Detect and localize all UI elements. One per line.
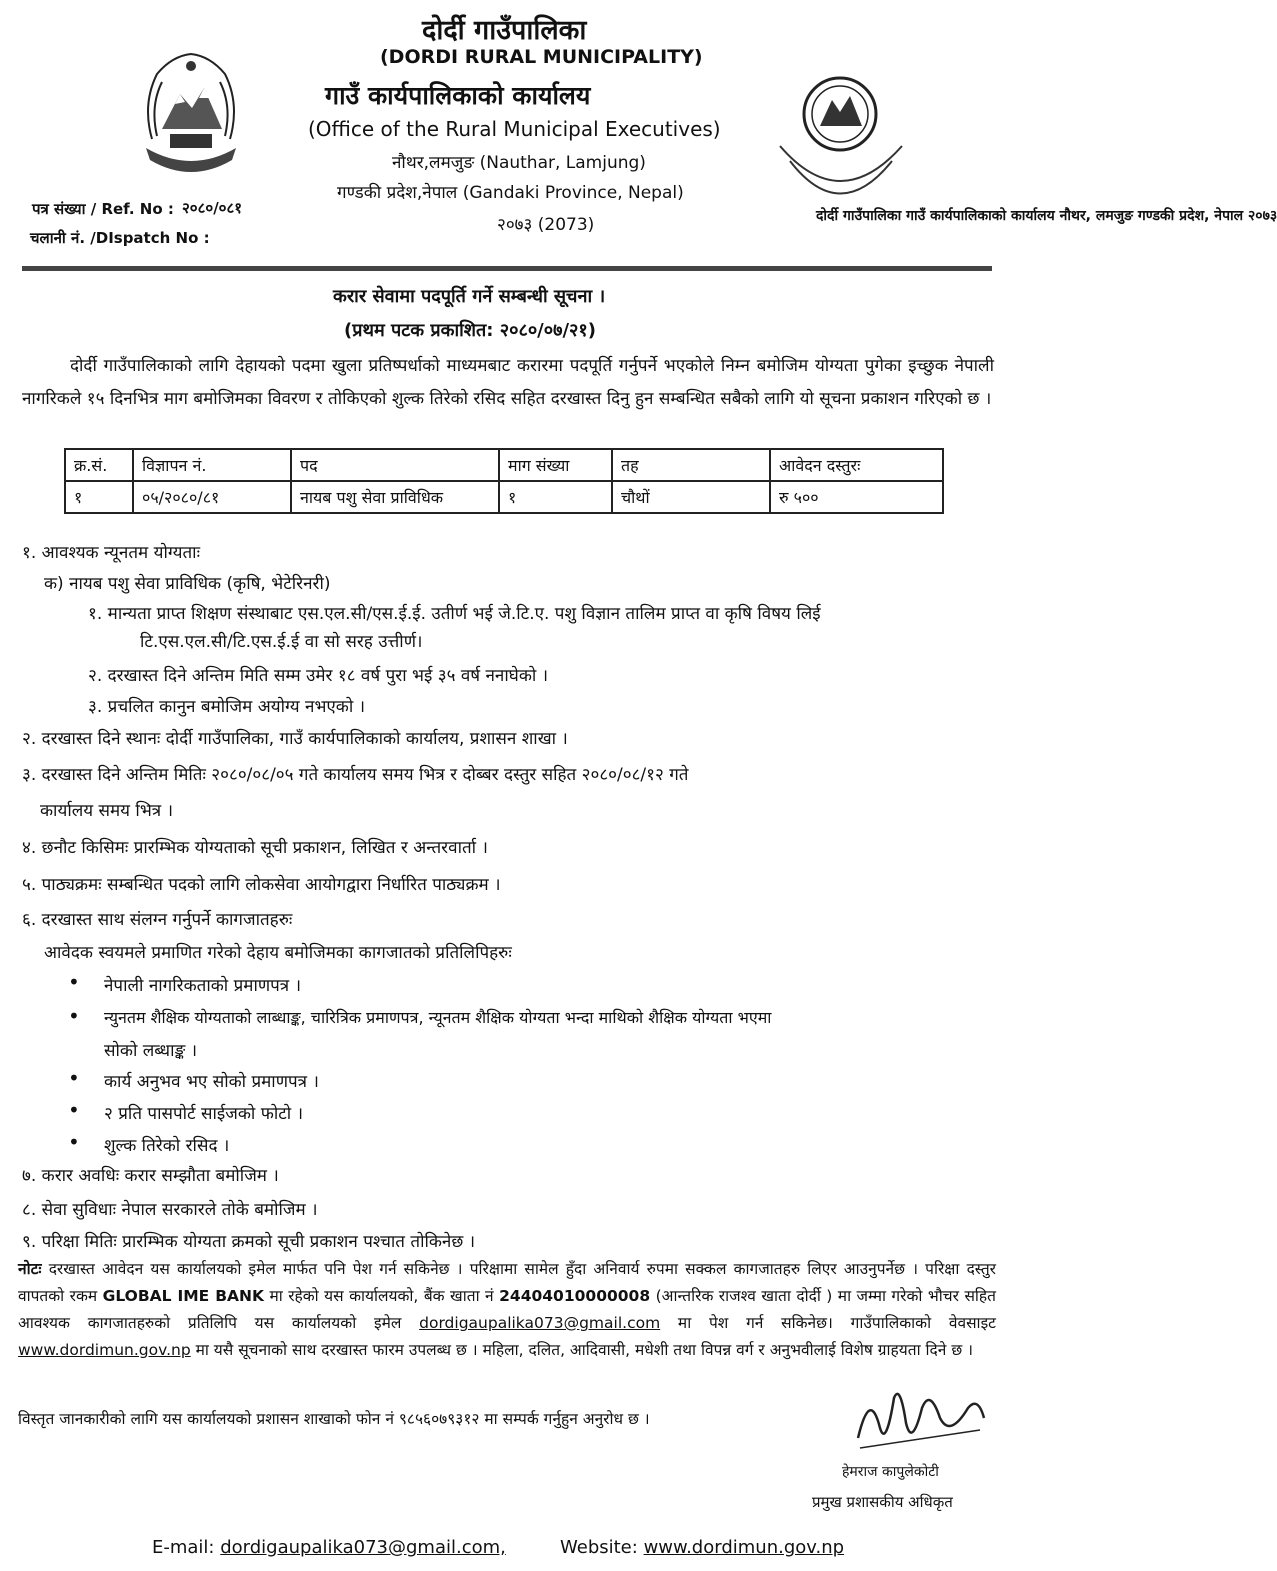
account-number: 24404010000008 [499,1287,651,1305]
qualification-3: ३. प्रचलित कानुन बमोजिम अयोग्य नभएको । [88,697,366,717]
notice-title: करार सेवामा पदपूर्ति गर्ने सम्बन्धी सूचना । [333,286,606,307]
footer-website-link[interactable]: www.dordimun.gov.np [643,1537,845,1558]
dispatch-number-label: चलानी नं. /DIspatch No : [30,229,210,247]
table-cell: चौथों [612,481,770,513]
qualification-1-line-2: टि.एस.एल.सी/टि.एस.ई.ई वा सो सरह उत्तीर्ण। [140,632,423,652]
section-9: ९. परिक्षा मितिः प्रारम्भिक योग्यता क्रमको सूची प्रकाशन पश्चात तोकिनेछ । [22,1232,476,1252]
office-name-np: गाउँ कार्यपालिकाको कार्यालय [325,81,591,110]
established-year: २०७३ (2073) [497,215,595,235]
address-line-2: गण्डकी प्रदेश,नेपाल (Gandaki Province, Nepal) [337,183,684,203]
section-6-heading: ६. दरखास्त साथ संलग्न गर्नुपर्ने कागजातहरुः [22,910,293,930]
footer-website [560,1537,844,1558]
section-7: ७. करार अवधिः करार सम्झौता बमोजिम । [22,1166,279,1186]
table-cell: १ [499,481,612,513]
vacancy-table [64,448,944,514]
table-header-cell: तह [612,449,770,481]
table-row [65,481,943,513]
table-header-cell: माग संख्या [499,449,612,481]
table-cell: रु ५०० [770,481,943,513]
qualification-1-line-1: १. मान्यता प्राप्त शिक्षण संस्थाबाट एस.एल.सी/एस.ई.ई. उतीर्ण भई जे.टि.ए. पशु विज्ञान तालिम प्राप्त वा कृषि विषय लिई [88,604,821,624]
office-name-en: (Office of the Rural Municipal Executives) [308,117,721,141]
note-text: मा रहेको यस कार्यालयको, बैंक खाता नं [264,1287,500,1305]
note-text: (आन्तरिक राजश्व खाता दोर्दी ) मा जम्मा गरेको भौचर सहित आवश्यक कागजातहरुको प्रतिलिपि यस कार्यालयको इमेल [18,1287,996,1332]
table-cell: १ [65,481,133,513]
bullet-icon: • [68,1130,80,1154]
municipality-name-en: (DORDI RURAL MUNICIPALITY) [380,46,703,68]
bullet-icon: • [68,1098,80,1122]
footer-email-link[interactable]: dordigaupalika073@gmail.com, [220,1537,506,1558]
published-date: (प्रथम पटक प्रकाशित: २०८०/०७/२१) [344,320,596,341]
contact-line: विस्तृत जानकारीको लागि यस कार्यालयको प्रशासन शाखाको फोन नं ९८५६०७९३१२ मा सम्पर्क गर्नुहुन अनुरोध छ । [18,1410,650,1428]
bullet-icon: • [68,1066,80,1090]
footer-website-label: Website: [560,1537,638,1558]
office-seal-stamp [770,66,1277,234]
table-cell: नायब पशु सेवा प्राविधिक [291,481,499,513]
note-email-link[interactable]: dordigaupalika073@gmail.com [419,1314,661,1332]
signatory-name: हेमराज कापुलेकोटी [842,1464,939,1480]
document-item-continued: सोको लब्धाङ्क । [104,1041,198,1061]
section-4: ४. छनौट किसिमः प्रारम्भिक योग्यताको सूची प्रकाशन, लिखित र अन्तरवार्ता । [22,838,488,858]
intro-paragraph: दोर्दी गाउँपालिकाको लागि देहायको पदमा खुला प्रतिष्पर्धाको माध्यमबाट करारमा पदपूर्ति गर्नुपर्ने भएकोले निम्न बमोजिम योग्यता पुगेका इच्छुक नेपाली नागरिकले १५ दिनभित्र माग बमोजिमका विवरण र तोकिएको शुल्क तिरेको रसिद सहित दरखास्त दिनु हुन सम्बन्धित सबैको लागि यो सूचना प्रकाशन गरिएको छ । [22,356,994,409]
section-5: ५. पाठ्यक्रमः सम्बन्धित पदको लागि लोकसेवा आयोगद्वारा निर्धारित पाठ्यक्रम । [22,875,501,895]
note-text: मा पेश गर्न सकिनेछ। गाउँपालिकाको वेवसाइट [660,1314,996,1332]
table-header-cell: क्र.सं. [65,449,133,481]
section-6-intro: आवेदक स्वयमले प्रमाणित गरेको देहाय बमोजिमका कागजातको प्रतिलिपिहरुः [44,943,512,963]
note-paragraph [18,1256,996,1364]
address-line-1: नौथर,लमजुङ (Nauthar, Lamjung) [392,153,646,173]
header-divider [22,266,992,271]
seal-text: दोर्दी गाउँपालिका गाउँ कार्यपालिकाको कार्यालय नौथर, लमजुङ गण्डकी प्रदेश, नेपाल २०७३ [816,208,1277,224]
ref-number-label: पत्र संख्या / Ref. No : [32,200,174,218]
bank-name: GLOBAL IME BANK [102,1287,264,1305]
table-header-row [65,449,943,481]
table-header-cell: पद [291,449,499,481]
note-text: मा यसै सूचनाको साथ दरखास्त फारम उपलब्ध छ । महिला, दलित, आदिवासी, मधेशी तथा विपन्न वर्ग र अनुभवीलाई विशेष ग्राहयता दिने छ । [190,1341,973,1359]
section-8: ८. सेवा सुविधाः नेपाल सरकारले तोके बमोजिम । [22,1200,318,1220]
note-label: नोटः [18,1260,42,1278]
document-item: कार्य अनुभव भए सोको प्रमाणपत्र । [104,1072,319,1092]
signature-scribble [850,1378,990,1458]
document-item: न्युनतम शैक्षिक योग्यताको लाब्धाङ्क, चारित्रिक प्रमाणपत्र, न्यूनतम शैक्षिक योग्यता भन्दा माथिको शैक्षिक योग्यता भएमा [104,1008,772,1027]
document-item: २ प्रति पासपोर्ट साईजको फोटो । [104,1104,304,1124]
bullet-icon: • [68,970,80,994]
section-1a-heading: क) नायब पशु सेवा प्राविधिक (कृषि, भेटेरिनरी) [44,574,331,594]
section-3-line-1: ३. दरखास्त दिने अन्तिम मितिः २०८०/०८/०५ गते कार्यालय समय भित्र र दोब्बर दस्तुर सहित २०८०/०८/१२ गते [22,765,689,785]
table-header-cell: आवेदन दस्तुरः [770,449,943,481]
note-website-link[interactable]: www.dordimun.gov.np [18,1341,191,1359]
document-item: शुल्क तिरेको रसिद । [104,1136,230,1156]
footer-email [152,1537,506,1558]
section-3-line-2: कार्यालय समय भित्र । [40,801,174,821]
document-item: नेपाली नागरिकताको प्रमाणपत्र । [104,976,302,996]
footer-email-label: E-mail: [152,1537,215,1558]
qualification-2: २. दरखास्त दिने अन्तिम मिति सम्म उमेर १८ वर्ष पुरा भई ३५ वर्ष ननाघेको । [88,666,549,686]
section-2: २. दरखास्त दिने स्थानः दोर्दी गाउँपालिका, गाउँ कार्यपालिकाको कार्यालय, प्रशासन शाखा । [22,729,568,749]
table-cell: ०५/२०८०/८१ [133,481,291,513]
nepal-emblem-logo [132,44,250,179]
municipality-name-np: दोर्दी गाउँपालिका [422,15,587,46]
bullet-icon: • [68,1004,80,1028]
ref-number-value: २०८०/०८१ [182,199,243,217]
signatory-designation: प्रमुख प्रशासकीय अधिकृत [812,1493,953,1511]
section-1-heading: १. आवश्यक न्यूनतम योग्यताः [22,543,201,563]
note-text: दरखास्त आवेदन यस कार्यालयको इमेल मार्फत पनि पेश गर्न सकिनेछ । परिक्षामा सामेल हुँदा अनिवार्य रुपमा सक्कल कागजातहरु लिएर आउनुपर्नेछ । परिक्षा दस्तुर वापतको रकम [18,1260,996,1305]
table-header-cell: विज्ञापन नं. [133,449,291,481]
